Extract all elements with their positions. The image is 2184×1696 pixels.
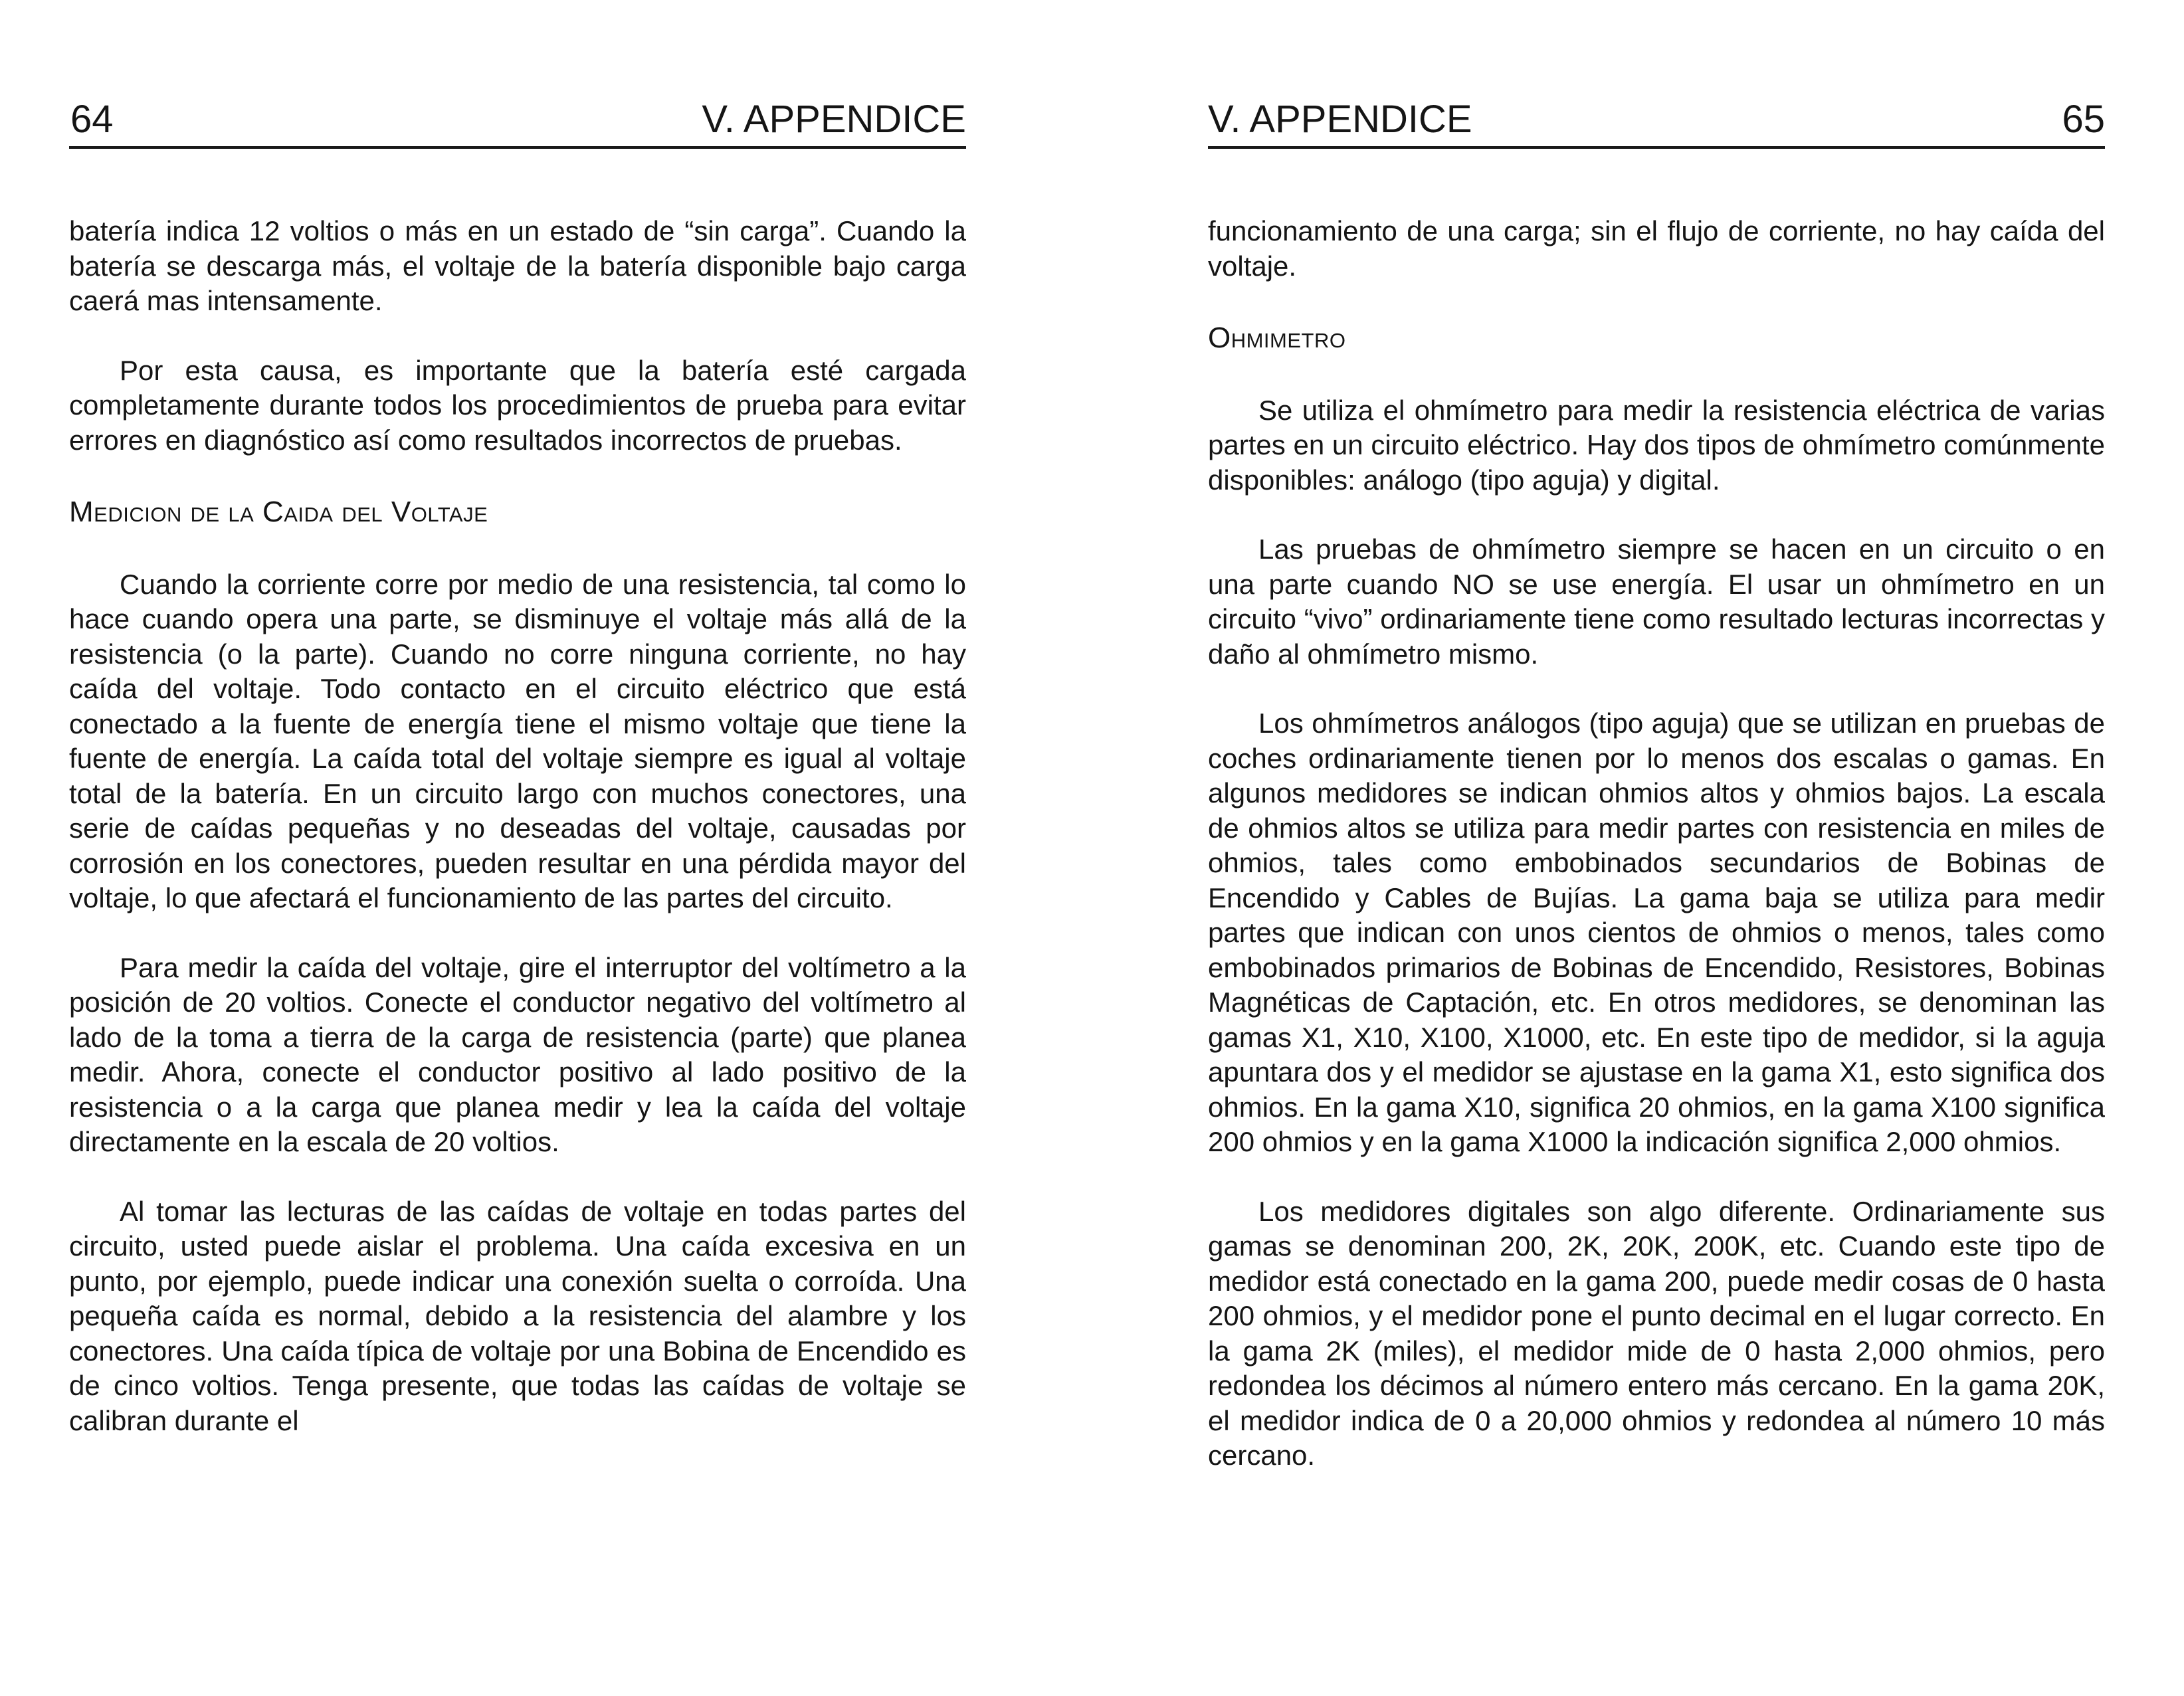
running-title: V. APPENDICE <box>702 98 966 141</box>
page-body <box>1208 214 2105 1508</box>
paragraph: batería indica 12 voltios o más en un estado de “sin carga”. Cuando la batería se descarga más, el voltaje de la batería disponible bajo carga caerá mas intensamente. <box>69 215 966 316</box>
paragraph: Cuando la corriente corre por medio de una resistencia, tal como lo hace cuando opera una parte, se disminuye el voltaje más allá de la resistencia (o la parte). Cuando no corre ninguna corriente, no hay caída del voltaje. Todo contacto en el circuito eléctrico que está conectado a la fuente de energía tiene el mismo voltaje que tiene la fuente de energía. La caída total del voltaje siempre es igual al voltaje total de la batería. En un circuito largo con muchos conectores, una serie de caídas pequeñas y no deseadas del voltaje, causadas por corrosión en los conectores, pueden resultar en una pérdida mayor del voltaje, lo que afectará el funcionamiento de las partes del circuito. <box>69 568 966 913</box>
running-title: V. APPENDICE <box>1208 98 1472 141</box>
paragraph: Al tomar las lecturas de las caídas de voltaje en todas partes del circuito, usted puede aislar el problema. Una caída excesiva en un punto, por ejemplo, puede indicar una conexión suelta o corroída. Una pequeña caída es normal, debido a la resistencia del alambre y los conectores. Una caída típica de voltaje por una Bobina de Encendido es de cinco voltios. Tenga presente, que todas las caídas de voltaje se calibran durante el <box>69 1195 966 1436</box>
paragraph: Las pruebas de ohmímetro siempre se hacen en un circuito o en una parte cuando NO se use energía. El usar un ohmímetro en un circuito “vivo” ordinariamente tiene como resultado lecturas incorrectas y daño al ohmímetro mismo. <box>1208 533 2105 670</box>
running-header <box>1208 93 2105 149</box>
running-header <box>69 93 966 149</box>
paragraph: Por esta causa, es importante que la batería esté cargada completamente durante todos los procedimientos de prueba para evitar errores en diagnóstico así como resultados incorrectos de pruebas. <box>69 354 966 456</box>
paragraph: Para medir la caída del voltaje, gire el interruptor del voltímetro a la posición de 20 voltios. Conecte el conductor negativo del voltímetro al lado de la toma a tierra de la carga de resistencia (parte) que planea medir. Ahora, conecte el conductor positivo al lado positivo de la resistencia o a la carga que planea medir y lea la caída del voltaje directamente en la escala de 20 voltios. <box>69 951 966 1157</box>
section-heading: Ohmimetro <box>1208 322 1346 354</box>
paragraph: Los ohmímetros análogos (tipo aguja) que se utilizan en pruebas de coches ordinariamente tienen por lo menos dos escalas o gamas. En algunos medidores se indican ohmios altos y ohmios bajos. La escala de ohmios altos se utiliza para medir partes con resistencia en miles de ohmios, tales como embobinados secundarios de Bobinas de Encendido y Cables de Bujías. La gama baja se utiliza para medir partes que indican con unos cientos de ohmios o menos, tales como embobinados primarios de Bobinas de Encendido, Resistores, Bobinas Magnéticas de Captación, etc. En otros medidores, se denominan las gamas X1, X10, X100, X1000, etc. En este tipo de medidor, si la aguja apuntara dos y el medidor se ajustase en la gama X1, esto significa dos ohmios. En la gama X10, significa 20 ohmios, en la gama X100 significa 200 ohmios y en la gama X1000 la indicación significa 2,000 ohmios. <box>1208 707 2105 1157</box>
page-number: 65 <box>2062 98 2105 141</box>
paragraph: Los medidores digitales son algo diferente. Ordinariamente sus gamas se denominan 200, 2K, 20K, 200K, etc. Cuando este tipo de medidor está conectado en la gama 200, puede medir cosas de 0 hasta 200 ohmios, y el medidor pone el punto decimal en el lugar correcto. En la gama 2K (miles), el medidor mide de 0 hasta 2,000 ohmios, pero redondea los décimos al número entero más cercano. En la gama 20K, el medidor indica de 0 a 20,000 ohmios y redondea al número 10 más cercano. <box>1208 1195 2105 1471</box>
section-heading: Medicion de la Caida del Voltaje <box>69 496 488 528</box>
page-number: 64 <box>70 98 114 141</box>
paragraph: funcionamiento de una carga; sin el flujo de corriente, no hay caída del voltaje. <box>1208 215 2105 282</box>
paragraph: Se utiliza el ohmímetro para medir la resistencia eléctrica de varias partes en un circuito eléctrico. Hay dos tipos de ohmímetro comúnmente disponibles: análogo (tipo aguja) y digital. <box>1208 394 2105 496</box>
page-body <box>69 214 966 1473</box>
